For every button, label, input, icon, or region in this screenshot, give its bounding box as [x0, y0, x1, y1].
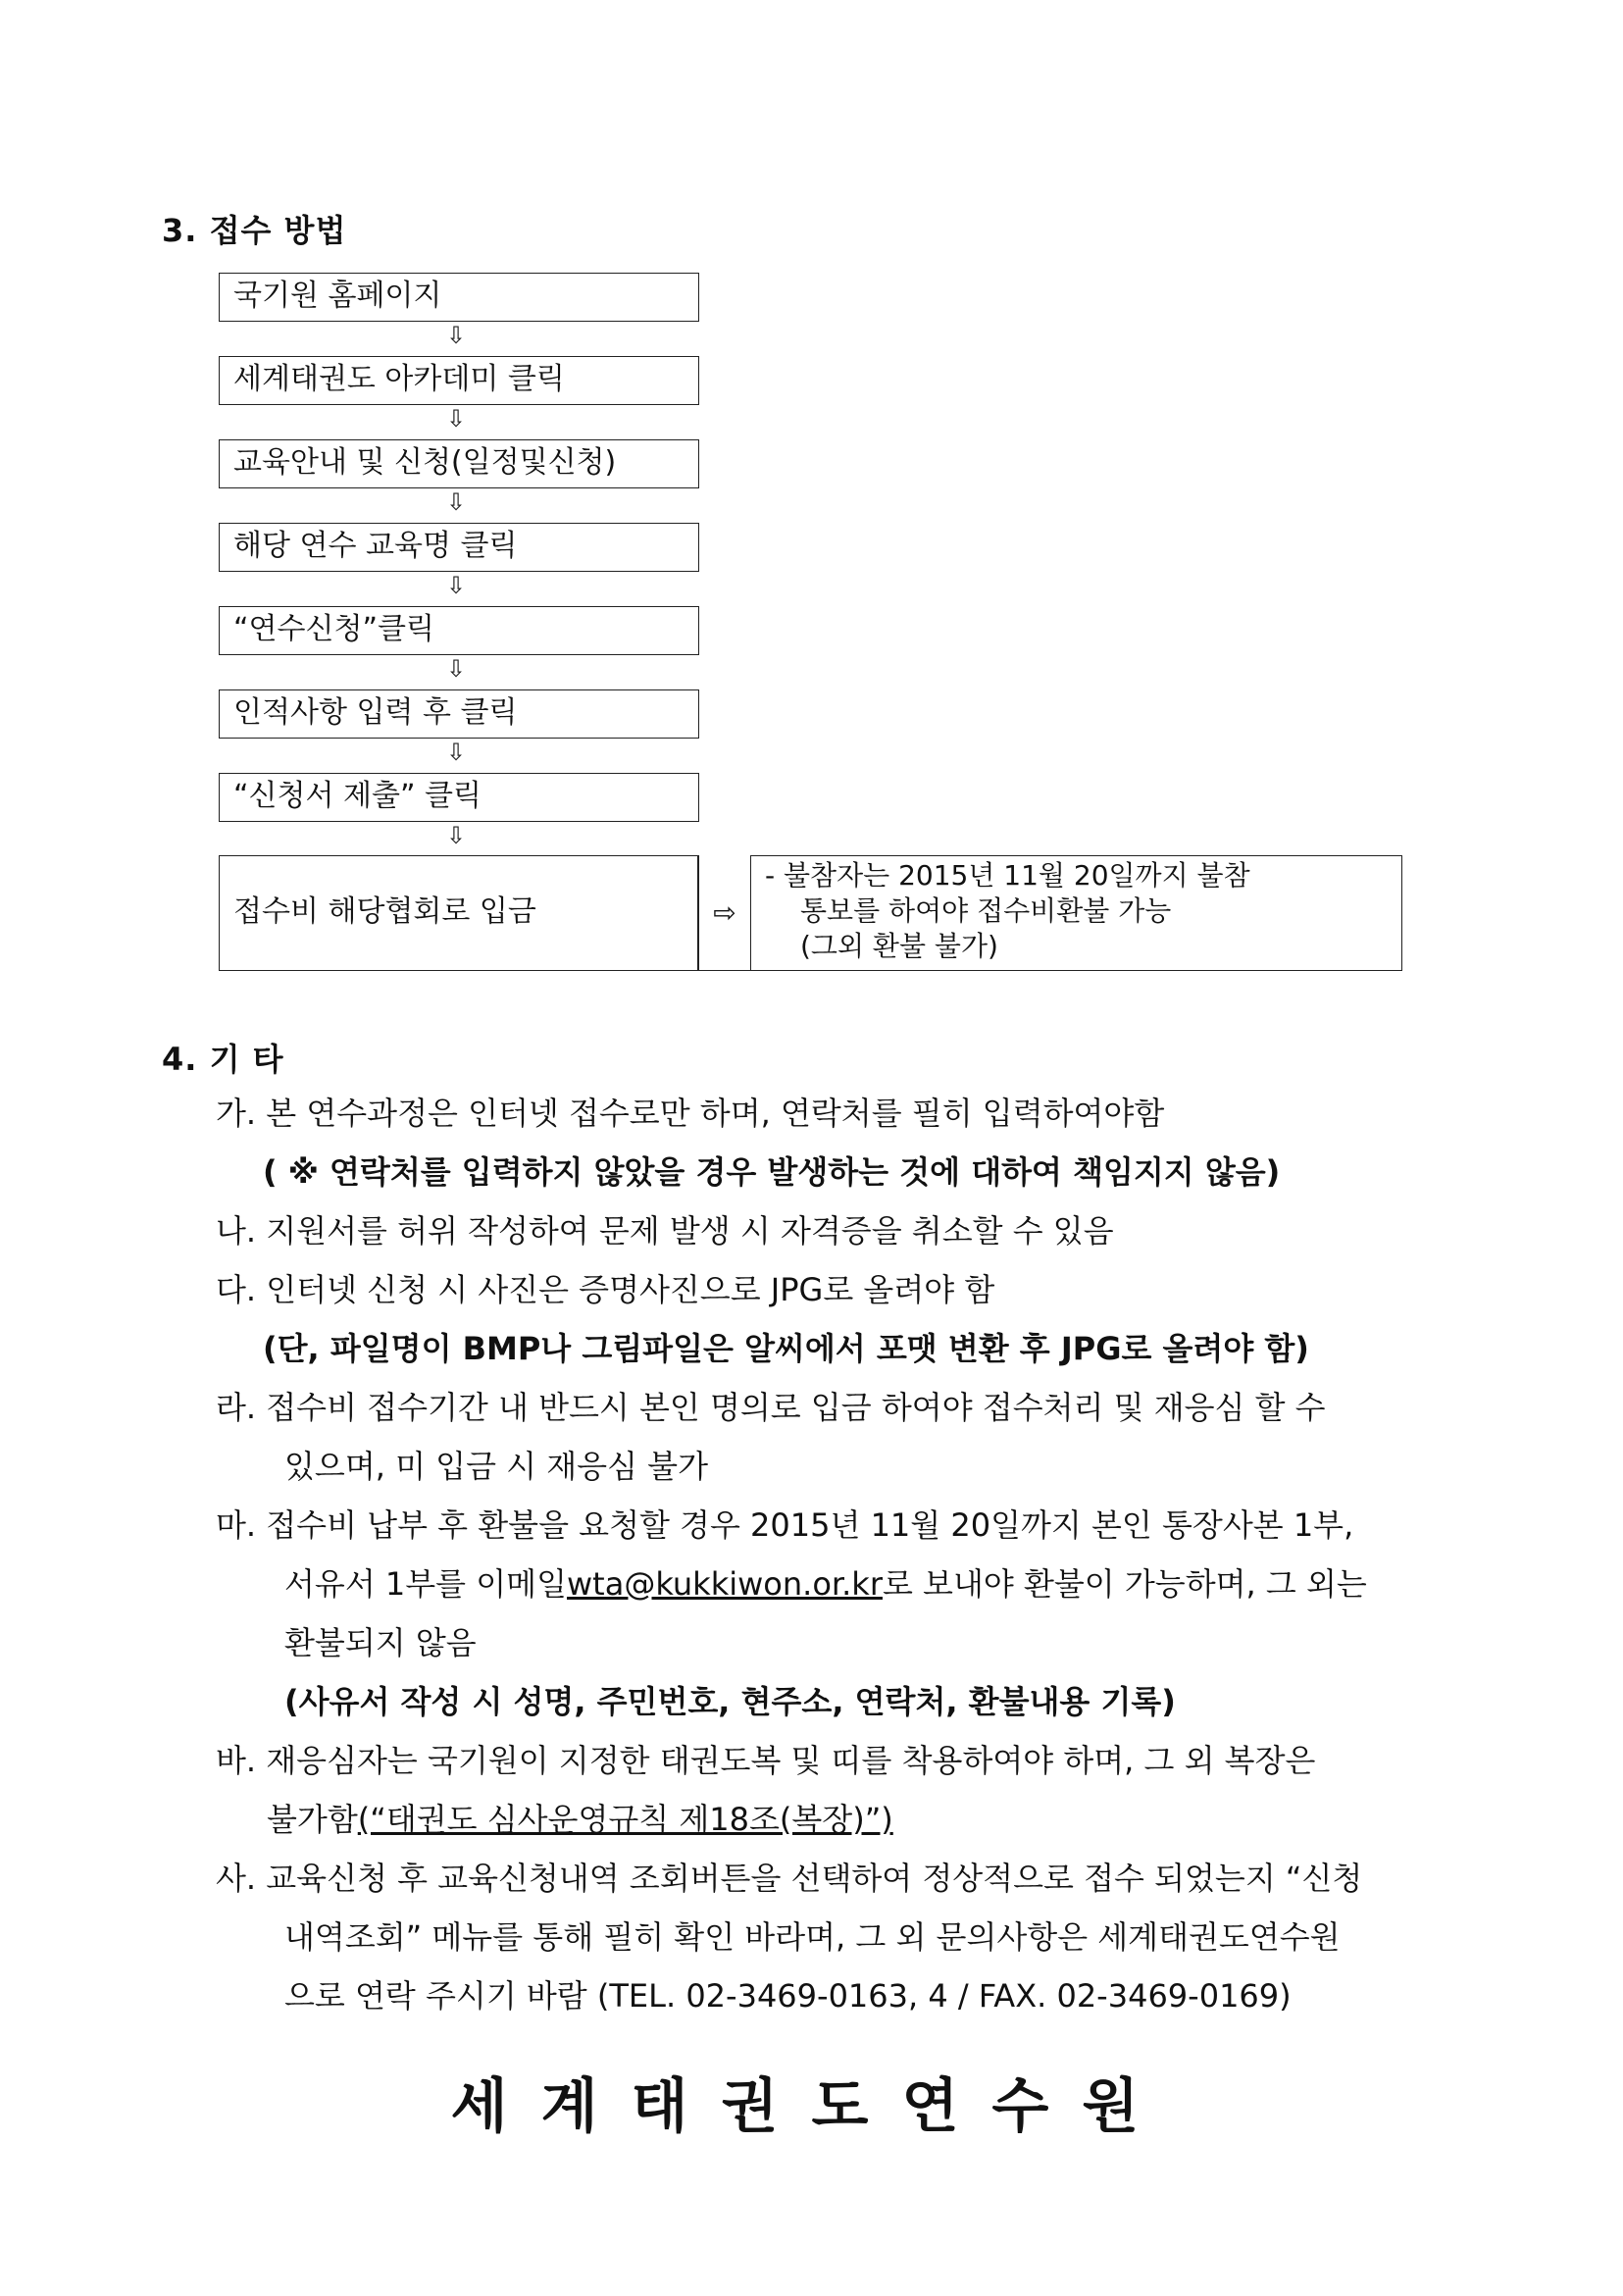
item-ma-line2-pre: 서유서 1부를 이메일: [284, 1565, 567, 1603]
item-ma-line2: [284, 1564, 1367, 1604]
flow-step-7: “신청서 제출” 클릭: [219, 773, 699, 822]
item-ra-line2: 있으며, 미 입금 시 재응심 불가: [284, 1448, 708, 1485]
section-3-heading: 3. 접수 방법: [162, 212, 347, 249]
right-arrow-icon: ⇨: [699, 855, 750, 971]
flow-step-6: 인적사항 입력 후 클릭: [219, 689, 699, 739]
item-ma-line2-post: 로 보내야 환불이 가능하며, 그 외는: [882, 1565, 1367, 1603]
item-ba-line2-pre: 불가함: [267, 1801, 358, 1838]
refund-note-box: [750, 855, 1402, 971]
regulation-reference: (“태권도 심사운영규칙 제18조(복장)”): [357, 1801, 893, 1838]
item-ba-line1: 바. 재응심자는 국기원이 지정한 태권도복 및 띠를 착용하여야 하며, 그 외 복장은: [216, 1742, 1316, 1779]
item-ga: 가. 본 연수과정은 인터넷 접수로만 하며, 연락처를 필히 입력하여야함: [216, 1095, 1165, 1132]
item-da: 다. 인터넷 신청 시 사진은 증명사진으로 JPG로 올려야 함: [216, 1271, 995, 1308]
flow-step-2: 세계태권도 아카데미 클릭: [219, 356, 699, 405]
down-arrow-icon: ⇩: [446, 739, 467, 766]
down-arrow-icon: ⇩: [446, 572, 467, 599]
item-ra-line1: 라. 접수비 접수기간 내 반드시 본인 명의로 입금 하여야 접수처리 및 재응심 할 수: [216, 1389, 1326, 1426]
item-ba-line2: [267, 1800, 893, 1839]
down-arrow-icon: ⇩: [446, 488, 467, 516]
item-ma-line4: (사유서 작성 시 성명, 주민번호, 현주소, 연락처, 환불내용 기록): [284, 1683, 1176, 1720]
item-sa-line1: 사. 교육신청 후 교육신청내역 조회버튼을 선택하여 정상적으로 접수 되었는지 “신청: [216, 1860, 1363, 1897]
down-arrow-icon: ⇩: [446, 655, 467, 683]
item-ma-line1: 마. 접수비 납부 후 환불을 요청할 경우 2015년 11월 20일까지 본인 통장사본 1부,: [216, 1506, 1354, 1544]
refund-note-line: (그외 환불 불가): [800, 930, 998, 962]
item-na: 나. 지원서를 허위 작성하여 문제 발생 시 자격증을 취소할 수 있음: [216, 1212, 1114, 1250]
email-link[interactable]: wta@kukkiwon.or.kr: [567, 1565, 883, 1603]
flow-step-1: 국기원 홈페이지: [219, 273, 699, 322]
item-ma-line3: 환불되지 않음: [284, 1624, 477, 1661]
item-ga-note: ( ※ 연락처를 입력하지 않았을 경우 발생하는 것에 대하여 책임지지 않음): [263, 1153, 1281, 1191]
flow-step-deposit: [219, 855, 699, 971]
item-sa-line3: 으로 연락 주시기 바람 (TEL. 02-3469-0163, 4 / FAX. 02-3469-0169): [284, 1977, 1292, 2015]
organization-title: 세계태권도연수원: [450, 2072, 1173, 2141]
refund-note-line: - 불참자는 2015년 11월 20일까지 불참: [765, 859, 1250, 892]
deposit-label: 접수비 해당협회로 입금: [220, 856, 698, 970]
item-da-note: (단, 파일명이 BMP나 그림파일은 알씨에서 포맷 변환 후 JPG로 올려야 함): [263, 1330, 1309, 1367]
refund-note-line: 통보를 하여야 접수비환불 가능: [800, 894, 1172, 927]
flow-step-4: 해당 연수 교육명 클릭: [219, 523, 699, 572]
flow-step-3: 교육안내 및 신청(일정및신청): [219, 439, 699, 488]
flow-step-5: “연수신청”클릭: [219, 606, 699, 655]
down-arrow-icon: ⇩: [446, 822, 467, 849]
down-arrow-icon: ⇩: [446, 405, 467, 433]
section-4-heading: 4. 기 타: [162, 1041, 284, 1078]
down-arrow-icon: ⇩: [446, 322, 467, 349]
item-sa-line2: 내역조회” 메뉴를 통해 필히 확인 바라며, 그 외 문의사항은 세계태권도연수원: [284, 1918, 1341, 1956]
